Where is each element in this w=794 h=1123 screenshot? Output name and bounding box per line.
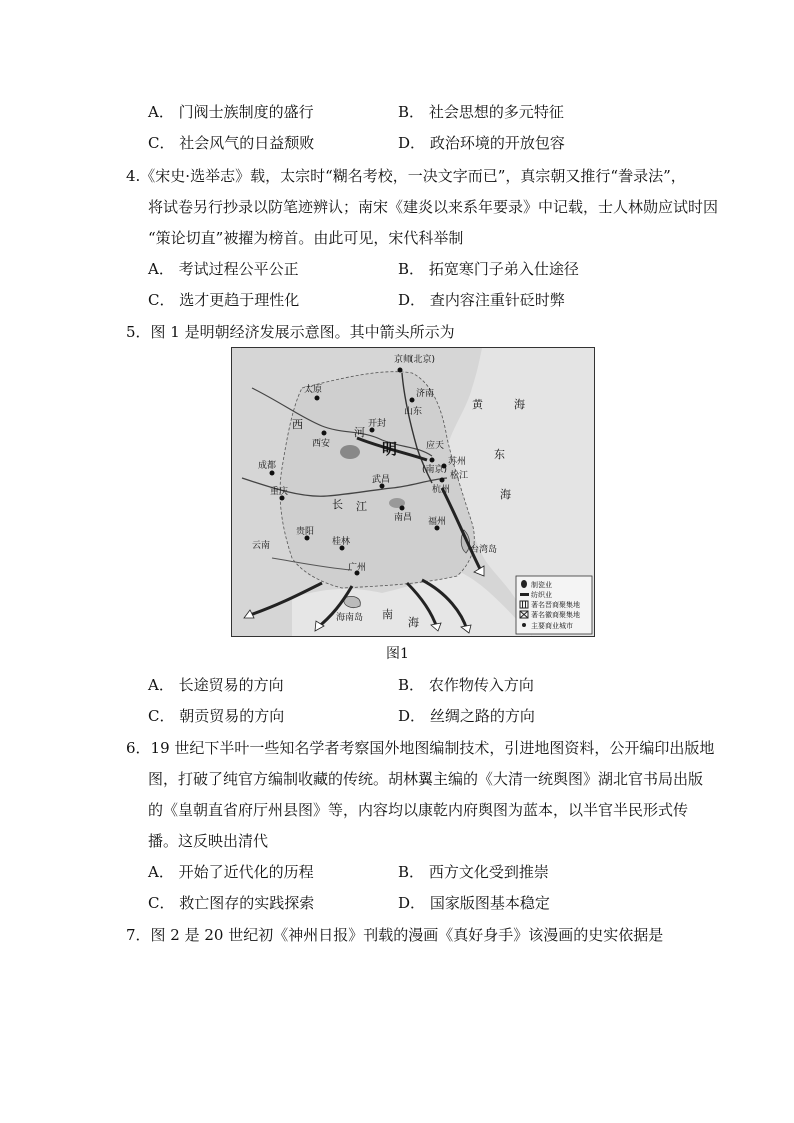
label-nanjing: (南京): [422, 465, 448, 475]
q4-stem-line-3: “策论切直”被擢为榜首。由此可见，宋代科举制: [148, 229, 464, 247]
textile-icon: [520, 593, 529, 596]
q6-option-d: D． 国家版图基本稳定: [398, 894, 550, 912]
q6-stem-line-4: 播。这反映出清代: [148, 832, 269, 850]
label-beijing: (北京): [410, 355, 436, 365]
label-shandong: 山东: [404, 407, 423, 417]
label-yunnan: 云南: [252, 541, 271, 551]
label-nan: 南: [382, 608, 393, 621]
label-huang: 黄: [472, 398, 483, 411]
q6-stem-line-1: 6．19 世纪下半叶一些知名学者考察国外地图编制技术，引进地图资料，公开编印出版地: [126, 739, 715, 757]
ming-economy-map: [231, 347, 595, 637]
label-guangzhou: 广州: [348, 563, 367, 573]
q7-stem: 7．图 2 是 20 世纪初《神州日报》刊载的漫画《真好身手》该漫画的史实依据是: [126, 926, 664, 944]
label-jingshi: 京师: [394, 355, 413, 365]
svg-text:主要商业城市: 主要商业城市: [531, 622, 573, 630]
label-wuchang: 武昌: [372, 475, 391, 485]
q3-option-c: C． 社会风气的日益颓败: [148, 134, 315, 152]
figure-1-caption: 图1: [386, 646, 409, 662]
label-guiyang: 贵阳: [296, 527, 315, 537]
city-dot-icon: [522, 623, 526, 627]
ceramic-icon: [521, 580, 527, 588]
q5-option-d: D． 丝绸之路的方向: [398, 707, 535, 725]
q6-option-a: A． 开始了近代化的历程: [148, 863, 314, 881]
label-jinan: 济南: [416, 389, 435, 399]
label-he: 河: [354, 426, 365, 439]
label-guilin: 桂林: [332, 537, 351, 547]
q5-option-c: C． 朝贡贸易的方向: [148, 707, 285, 725]
label-nanchang: 南昌: [394, 513, 413, 523]
label-taiwan: 台湾岛: [470, 545, 498, 555]
label-chengdu: 成都: [258, 461, 277, 471]
q3-option-a: A． 门阀士族制度的盛行: [148, 103, 314, 121]
lake-marker: [340, 445, 360, 459]
svg-text:著名晋商聚集地: 著名晋商聚集地: [531, 601, 580, 609]
label-kaifeng: 开封: [368, 419, 387, 429]
label-fuzhou: 福州: [428, 517, 447, 527]
q4-option-b: B． 拓宽寒门子弟入仕途径: [398, 260, 579, 278]
label-dong: 东: [494, 448, 505, 461]
label-dong-hai: 海: [500, 488, 511, 501]
label-songjiang: 松江: [450, 471, 469, 481]
map-legend: [516, 576, 592, 634]
q3-option-b: B． 社会思想的多元特征: [398, 103, 564, 121]
q4-option-a: A． 考试过程公平公正: [148, 260, 299, 278]
svg-text:纺织业: 纺织业: [531, 591, 552, 599]
q4-stem-line-2: 将试卷另行抄录以防笔迹辨认；南宋《建炎以来系年要录》中记载，士人林勋应试时因: [148, 198, 719, 216]
label-jiang: 江: [356, 500, 367, 513]
q6-stem-line-2: 图，打破了纯官方编制收藏的传统。胡林翼主编的《大清一统舆图》湖北官书局出版: [148, 770, 704, 788]
label-ming: 明: [382, 440, 398, 458]
label-yingtian: 应天: [426, 441, 445, 451]
q4-option-c: C． 选才更趋于理性化: [148, 291, 300, 309]
label-suzhou: 苏州: [448, 457, 467, 467]
label-hainan: 海南岛: [336, 613, 364, 623]
q6-option-c: C． 救亡图存的实践探索: [148, 894, 315, 912]
q4-stem-line-1: 4.《宋史·选举志》载，太宗时“糊名考校，一决文字而已”，真宗朝又推行“誊录法”，: [126, 167, 686, 185]
label-huang-hai: 海: [514, 398, 525, 411]
label-chongqing: 重庆: [270, 487, 289, 497]
q6-stem-line-3: 的《皇朝直省府厅州县图》等，内容均以康乾内府舆图为蓝本，以半官半民形式传: [148, 801, 689, 819]
q4-option-d: D． 查内容注重针砭时弊: [398, 291, 565, 309]
q5-option-a: A． 长途贸易的方向: [148, 676, 284, 694]
label-nan-hai: 海: [408, 616, 419, 629]
label-xian: 西安: [312, 439, 331, 449]
svg-text:著名徽商聚集地: 著名徽商聚集地: [531, 611, 580, 619]
q5-option-b: B． 农作物传入方向: [398, 676, 534, 694]
q5-stem: 5．图 1 是明朝经济发展示意图。其中箭头所示为: [126, 323, 455, 341]
label-taiyuan: 太原: [304, 385, 323, 395]
label-hangzhou: 杭州: [432, 485, 451, 495]
q3-option-d: D． 政治环境的开放包容: [398, 134, 565, 152]
label-chang: 长: [332, 498, 343, 511]
q6-option-b: B． 西方文化受到推崇: [398, 863, 549, 881]
label-xi: 西: [292, 418, 303, 431]
svg-text:制瓷业: 制瓷业: [531, 581, 552, 589]
